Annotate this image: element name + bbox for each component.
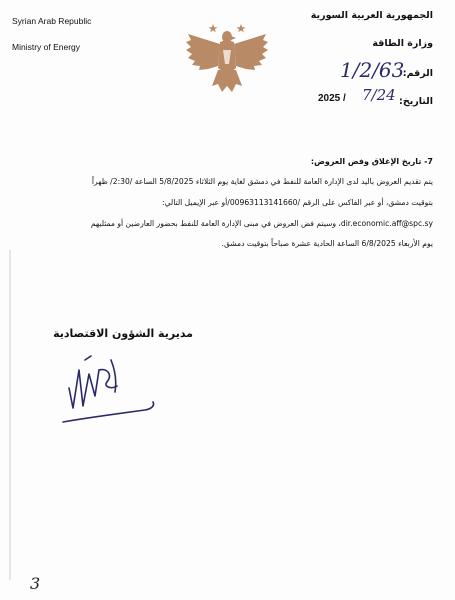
page-number: 3 xyxy=(30,574,41,593)
date-label: التاريخ: xyxy=(399,96,433,107)
date-year: 2025 / xyxy=(318,93,346,104)
eagle-emblem-icon xyxy=(182,20,272,100)
handwritten-signature-icon xyxy=(55,330,165,430)
reference-label: الرقم: xyxy=(402,68,433,79)
body-line-1: يتم تقديم العروض باليد لدى الإدارة العامة للنفط في دمشق لغاية يوم الثلاثاء 5/8/2025 الساعة /2:30/ ظهراً xyxy=(91,177,433,186)
reference-number: 1/2/63 xyxy=(340,58,405,82)
binder-edge xyxy=(9,250,11,580)
country-name-en: Syrian Arab Republic xyxy=(12,16,92,26)
signature-department: مديرية الشؤون الاقتصادية xyxy=(53,327,193,340)
country-name-ar: الجمهورية العربية السورية xyxy=(310,10,433,21)
ministry-name-en: Ministry of Energy xyxy=(12,42,81,52)
date-handwritten: 7/24 xyxy=(362,86,396,104)
section-title: 7- تاريخ الإغلاق وفض العروض: xyxy=(310,157,433,166)
body-line-3: dir.economic.aff@spc.sy، وسيتم فض العروض في مبنى الإدارة العامة للنفط بحضور العارضين أو ممثليهم xyxy=(90,219,433,228)
body-line-4: يوم الأربعاء 6/8/2025 الساعة الحادية عشرة صباحاً بتوقيت دمشق. xyxy=(221,239,433,248)
ministry-name-ar: وزارة الطاقة xyxy=(372,38,433,49)
body-line-2: بتوقيت دمشق، أو عبر الفاكس على الرقم /00963113141660/أو عبر الإيميل التالي: xyxy=(162,198,433,207)
